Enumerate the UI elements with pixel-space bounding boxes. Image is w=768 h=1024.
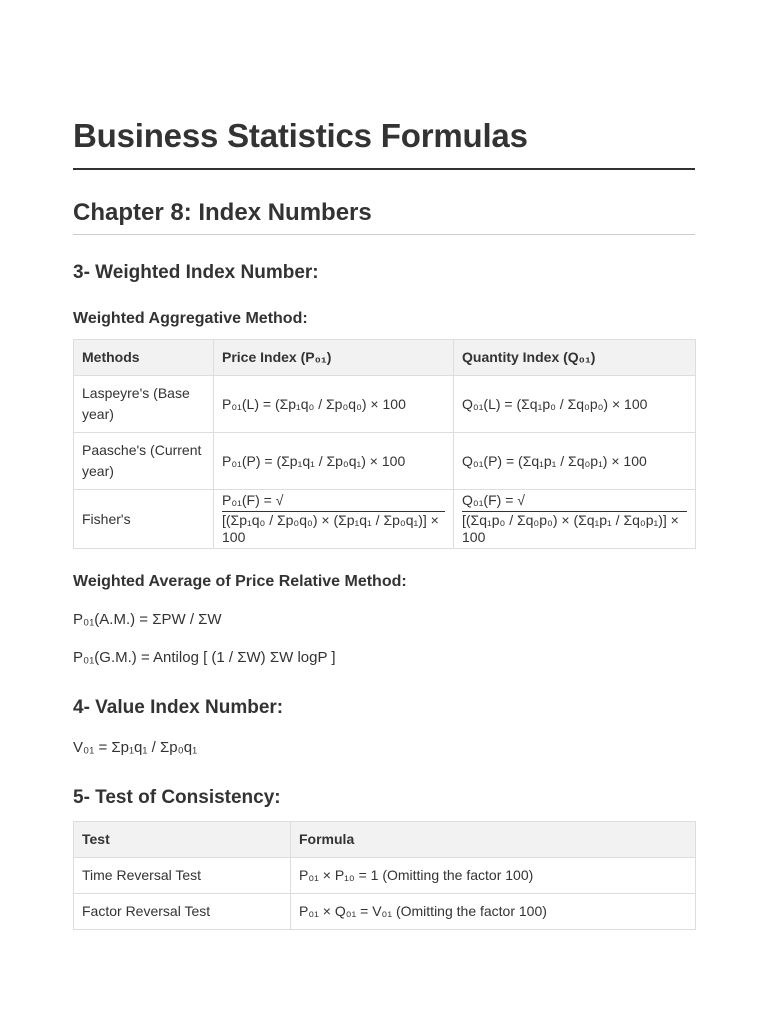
quantity-formula-cell <box>454 490 696 549</box>
table-header-row <box>74 340 696 376</box>
value-index-formula: V₀₁ = Σp₁q₁ / Σp₀q₁ <box>73 739 198 756</box>
test-formula-cell: P₀₁ × Q₀₁ = V₀₁ (Omitting the factor 100) <box>291 894 696 930</box>
weighted-average-heading: Weighted Average of Price Relative Method: <box>73 573 407 590</box>
chapter-divider <box>73 234 695 235</box>
table-row <box>74 376 696 433</box>
price-formula-cell: P₀₁(P) = (Σp₁q₁ / Σp₀q₁) × 100 <box>214 433 454 490</box>
col-header-methods: Methods <box>74 340 214 376</box>
table-header-row <box>74 822 696 858</box>
price-formula-cell: P₀₁(L) = (Σp₁q₀ / Σp₀q₀) × 100 <box>214 376 454 433</box>
arithmetic-mean-formula: P₀₁(A.M.) = ΣPW / ΣW <box>73 611 222 628</box>
test-formula-cell: P₀₁ × P₁₀ = 1 (Omitting the factor 100) <box>291 858 696 894</box>
table-row <box>74 858 696 894</box>
col-header-test: Test <box>74 822 291 858</box>
weighted-aggregative-heading: Weighted Aggregative Method: <box>73 310 308 327</box>
fisher-price-radicand: [(Σp₁q₀ / Σp₀q₀) × (Σp₁q₁ / Σp₀q₁)] × 100 <box>222 511 445 546</box>
fisher-quantity-prefix: Q₀₁(F) = √ <box>462 492 525 508</box>
method-cell: Paasche's (Current year) <box>74 433 214 490</box>
method-cell: Laspeyre's (Base year) <box>74 376 214 433</box>
geometric-mean-formula: P₀₁(G.M.) = Antilog [ (1 / ΣW) ΣW logP ] <box>73 649 336 666</box>
quantity-formula-cell: Q₀₁(L) = (Σq₁p₀ / Σq₀p₀) × 100 <box>454 376 696 433</box>
quantity-formula-cell: Q₀₁(P) = (Σq₁p₁ / Σq₀p₁) × 100 <box>454 433 696 490</box>
col-header-price-index: Price Index (P₀₁) <box>214 340 454 376</box>
consistency-test-table <box>73 821 696 930</box>
table-row <box>74 433 696 490</box>
col-header-formula: Formula <box>291 822 696 858</box>
page-title: Business Statistics Formulas <box>73 117 528 154</box>
col-header-quantity-index: Quantity Index (Q₀₁) <box>454 340 696 376</box>
price-formula-cell <box>214 490 454 549</box>
chapter-heading: Chapter 8: Index Numbers <box>73 199 372 226</box>
table-row <box>74 490 696 549</box>
test-name-cell: Time Reversal Test <box>74 858 291 894</box>
section-5-heading: 5- Test of Consistency: <box>73 787 281 808</box>
weighted-index-table <box>73 339 696 549</box>
test-name-cell: Factor Reversal Test <box>74 894 291 930</box>
section-3-heading: 3- Weighted Index Number: <box>73 262 319 283</box>
section-4-heading: 4- Value Index Number: <box>73 697 284 718</box>
method-cell: Fisher's <box>74 490 214 549</box>
fisher-price-prefix: P₀₁(F) = √ <box>222 492 284 508</box>
title-divider <box>73 168 695 170</box>
table-row <box>74 894 696 930</box>
fisher-quantity-radicand: [(Σq₁p₀ / Σq₀p₀) × (Σq₁p₁ / Σq₀p₁)] × 100 <box>462 511 687 546</box>
document-page <box>73 0 695 930</box>
